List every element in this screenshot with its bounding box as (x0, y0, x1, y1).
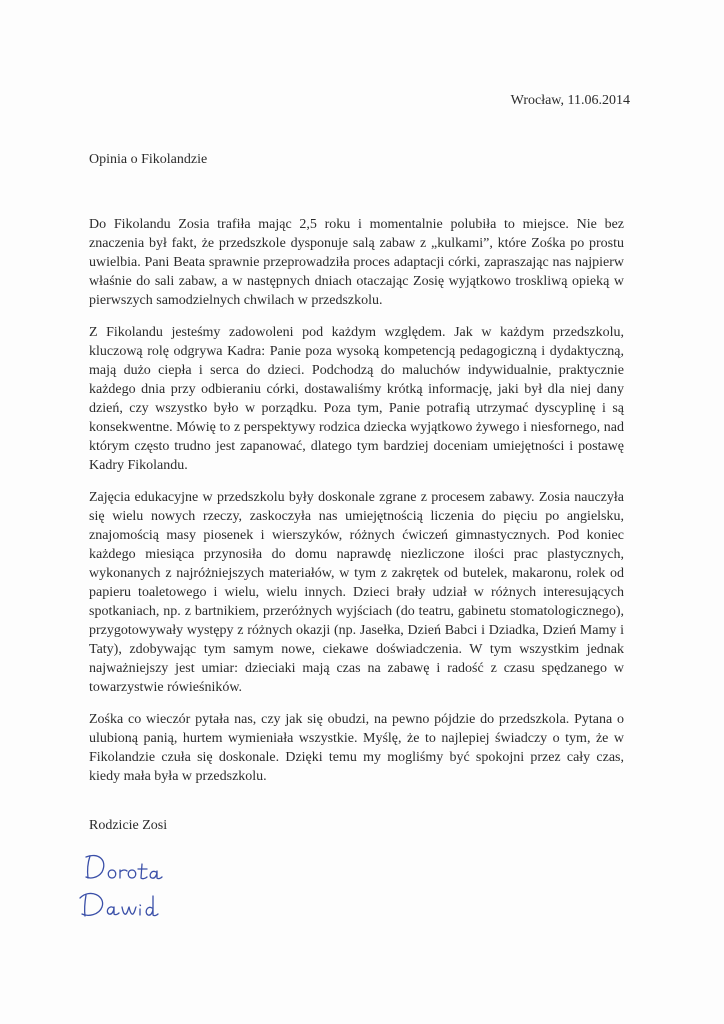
paragraph: Z Fikolandu jesteśmy zadowoleni pod każdym względem. Jak w każdym przedszkolu, kluczową rolę odgrywa Kadra: Panie poza wysoką kompetencją pedagogiczną i dydaktyczną, mają dużo ciepła i serca do dzieci. Podchodzą do maluchów indywidualnie, praktycznie każdego dnia przy odbieraniu córki, dostawaliśmy krótką informację, jaki był dla niej dany dzień, czy wszystko było w porządku. Poza tym, Panie potrafią utrzymać dyscyplinę i są konsekwentne. Mówię to z perspektywy rodzica dziecka wyjątkowo żywego i niesfornego, nad którym często trudno jest zapanować, dlatego tym bardziej doceniam umiejętności i postawę Kadry Fikolandu. (89, 325, 624, 473)
paragraph: Zajęcia edukacyjne w przedszkolu były doskonale zgrane z procesem zabawy. Zosia nauczyła się wielu nowych rzeczy, zaskoczyła nas umiejętnością liczenia do pięciu po angielsku, znajomością masy piosenek i wierszyków, różnych ćwiczeń gimnastycznych. Pod koniec każdego miesiąca przynosiła do domu naprawdę niezliczone ilości prac plastycznych, wykonanych z najróżniejszych materiałów, w tym z zakrętek od butelek, makaronu, rolek od papieru toaletowego i wielu, wielu innych. Dzieci brały udział w różnych interesujących spotkaniach, np. z bartnikiem, przeróżnych wyjściach (do teatru, gabinetu stomatologicznego), przygotowywały występy z różnych okazji (np. Jasełka, Dzień Babci i Dziadka, Dzień Mamy i Taty), zdobywając tym samym nowe, ciekawe doświadczenia. W tym wszystkim jednak najważniejszy jest umiar: dzieciaki mają czas na zabawę i radość z czasu spędzanego w towarzystwie rówieśników. (89, 490, 624, 695)
paragraph: Zośka co wieczór pytała nas, czy jak się obudzi, na pewno pójdzie do przedszkola. Pytana o ulubioną panią, hurtem wymieniała wszystkie. Myślę, że to najlepiej świadczy o tym, że w Fikolandzie czuła się doskonale. Dzięki temu my mogliśmy być spokojni przez cały czas, kiedy mała była w przedszkolu. (89, 712, 624, 784)
handwritten-signature (72, 848, 192, 928)
letter-date: Wrocław, 11.06.2014 (510, 93, 630, 108)
letter-closing: Rodzicie Zosi (89, 818, 168, 833)
paragraph: Do Fikolandu Zosia trafiła mając 2,5 roku i momentalnie polubiła to miejsce. Nie bez znaczenia był fakt, że przedszkole dysponuje salą zabaw z „kulkami”, które Zośka po prostu uwielbia. Pani Beata sprawnie przeprowadziła proces adaptacji córki, zapraszając nas najpierw właśnie do sali zabaw, a w następnych dniach otaczając Zosię wyjątkowo troskliwą opieką w pierwszych samodzielnych chwilach w przedszkolu. (89, 217, 624, 308)
letter-body (89, 215, 624, 799)
letter-subject: Opinia o Fikolandzie (89, 152, 208, 167)
signature-drawing (72, 848, 192, 928)
